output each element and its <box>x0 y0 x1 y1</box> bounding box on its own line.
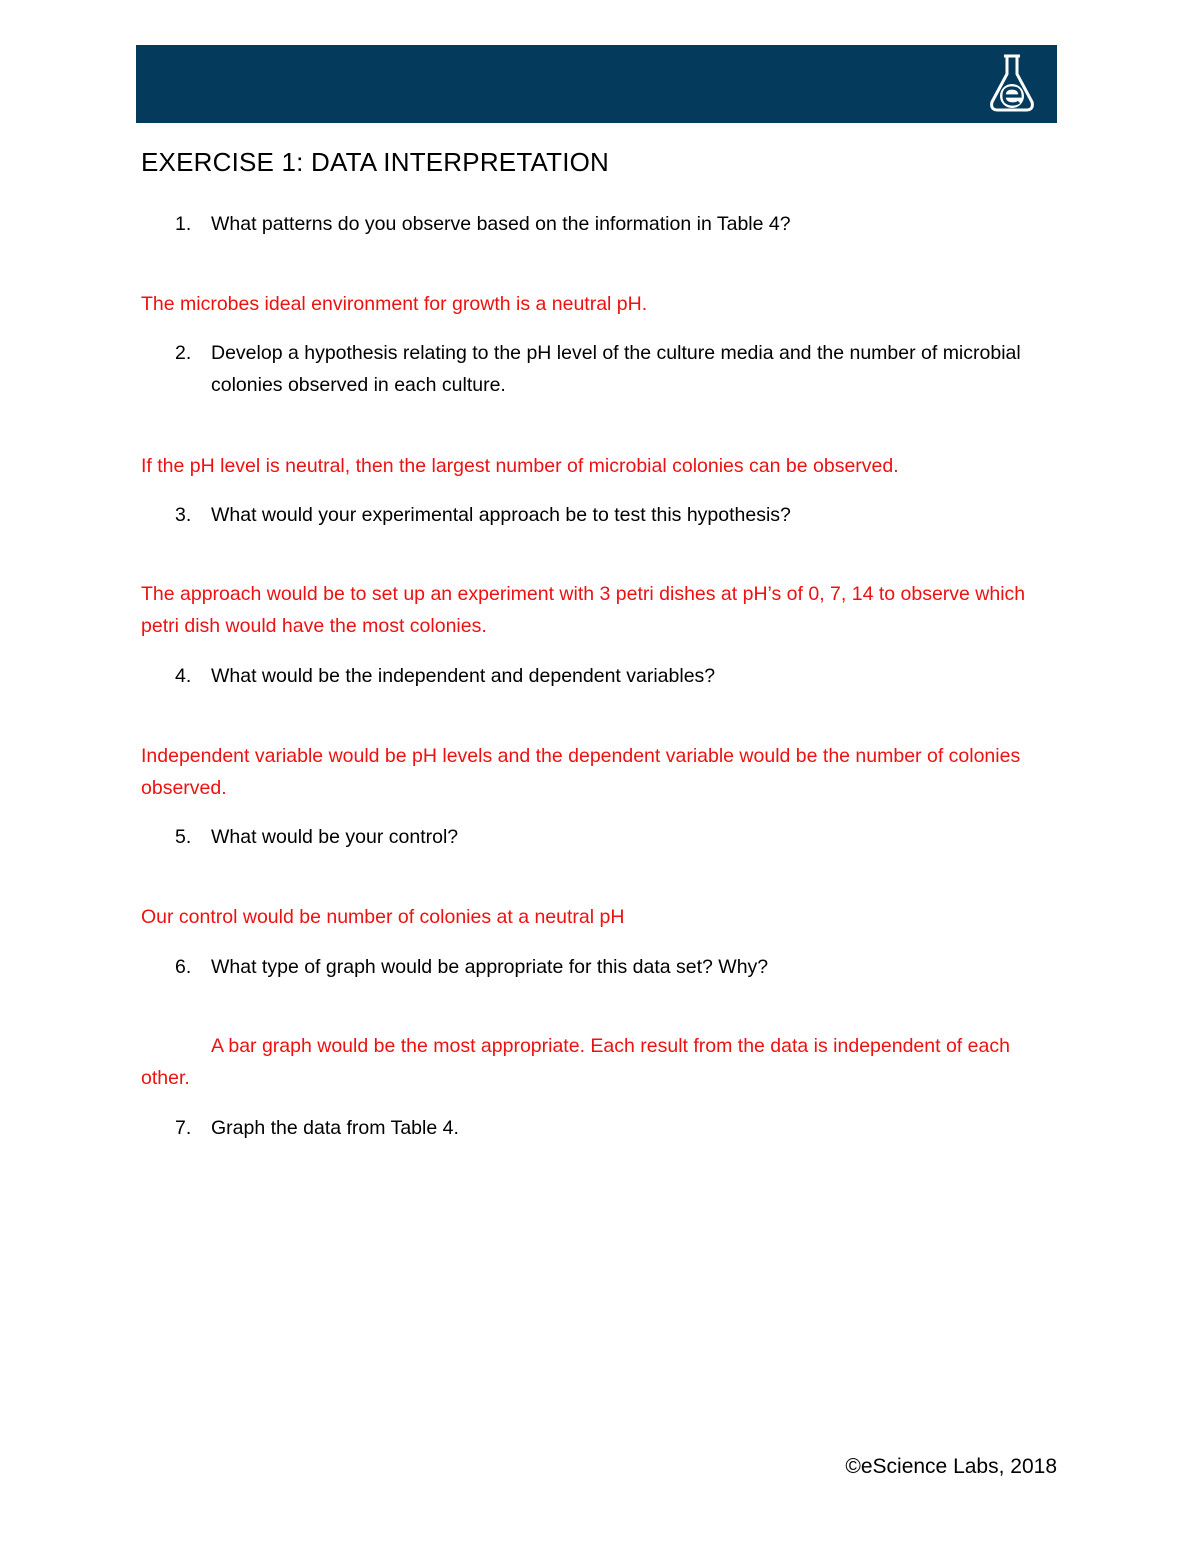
question-6 <box>175 951 1091 983</box>
question-number: 3. <box>175 504 192 526</box>
question-1 <box>175 208 1091 240</box>
question-text: What would be the independent and dependent variables? <box>211 665 716 687</box>
answer-1: The microbes ideal environment for growth is a neutral pH. <box>141 293 648 315</box>
question-4 <box>175 660 1091 692</box>
question-text: What type of graph would be appropriate for this data set? Why? <box>211 956 769 978</box>
answer-4: Independent variable would be pH levels and the dependent variable would be the number of colonies observed. <box>141 745 1021 799</box>
question-2 <box>175 337 1091 401</box>
question-text: Graph the data from Table 4. <box>211 1117 459 1139</box>
question-text: What would be your control? <box>211 826 459 848</box>
copyright-footer: ©eScience Labs, 2018 <box>845 1455 1057 1478</box>
question-number: 7. <box>175 1117 192 1139</box>
header-bar <box>136 45 1057 123</box>
question-number: 5. <box>175 826 192 848</box>
page-title: EXERCISE 1: DATA INTERPRETATION <box>141 147 610 177</box>
question-number: 1. <box>175 213 192 235</box>
question-7 <box>175 1112 1091 1144</box>
question-number: 6. <box>175 956 192 978</box>
answer-2: If the pH level is neutral, then the largest number of microbial colonies can be observed. <box>141 455 899 477</box>
question-3 <box>175 499 1091 531</box>
question-text: What would your experimental approach be to test this hypothesis? <box>211 504 791 526</box>
question-5 <box>175 821 1091 853</box>
flask-e-logo-icon <box>987 52 1037 116</box>
answer-6: A bar graph would be the most appropriate. Each result from the data is independent of each other. <box>141 1035 1010 1089</box>
answer-3: The approach would be to set up an experiment with 3 petri dishes at pH’s of 0, 7, 14 to observe which petri dish would have the most colonies. <box>141 583 1026 637</box>
question-number: 4. <box>175 665 192 687</box>
question-number: 2. <box>175 342 192 364</box>
question-text: Develop a hypothesis relating to the pH level of the culture media and the number of microbial colonies observed in each culture. <box>211 342 1021 396</box>
answer-5: Our control would be number of colonies at a neutral pH <box>141 906 625 928</box>
question-text: What patterns do you observe based on the information in Table 4? <box>211 213 791 235</box>
